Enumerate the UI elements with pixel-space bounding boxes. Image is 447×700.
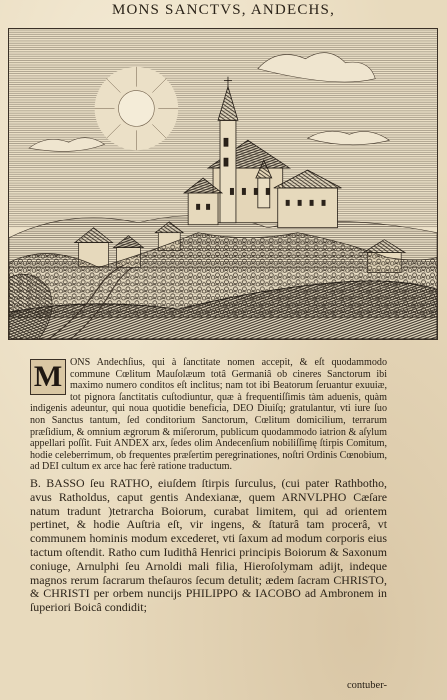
page-header: MONS SANCTVS, ANDECHS, — [111, 2, 336, 18]
engraving-illustration — [9, 29, 437, 339]
paragraph-2: B. BASSO ſeu RATHO, eiuſdem ſtirpis ſurculus, (cui pater Rathbotho, avus Ratholdus, caput gentis Andexianæ, quem ARNVLPHO Cæſare natum tradunt )tetrarcha Boiorum, curabat limitem, qui ad orientem pertinet, & hodie Auſtria eſt, vir ingens, & ſtaturâ tam procerâ, vt communem hominis modum excederet, vti ſaxum ad modum corporis eius tactum oſtendit. Ratho cum Iudithâ Henrici principis Boiorum & Saxonum coniuge, Arnulphi ſeu Arnoldi mali filia, Hieroſolymam adijt, indeque magnos rerum ſacrarum theſauros ſecum detulit; ædem ſacram CHRISTO, & CHRISTI per orbem nuncijs PHILIPPO & IACOBO ad Ambronem in ſuperiori Boicâ condidit; — [30, 475, 387, 615]
dropcap-letter: M — [33, 360, 63, 393]
dropcap — [30, 359, 66, 395]
body-text — [30, 357, 387, 627]
paragraph-1: ONS Andechſius, qui à ſanctitate nomen accepit, & eſt quodammodo commune Cœlitum Mauſolæum totâ Germaniâ ob cineres Sanctorum ibi maximo numero conditos eſt inclitus; nam tot ibi Beatorum ſeruantur exuuiæ, tot pignora ſanctitatis cuſtodiuntur, quæ à frequentiſſimis tàm aduenis, quàm indigenis adeuntur, qui noua quotidie beneficia, DEO Diuiſq; gratulantur, vti iure ſuo non Sanctus tantum, ſed conditorium Sanctorum, Cœlitum domicilium, terrarum præſidium, & omnium ægrorum & miſerorum, publicum quodammodo iatrion & aſylum appellari poſſit. Fuit ANDEX arx, ſedes olim Andecenſium nobiliſſimę ſtirpis Comitum, hodie celeberrimum, ob frequentes præſertim peregrinationes, noſtri Ordinis Cœnobium, ad DEI cultum ex arce hac ferè ratione traductum. — [30, 357, 387, 473]
engraving-plate — [8, 28, 438, 340]
catchword: contuber- — [346, 680, 387, 691]
